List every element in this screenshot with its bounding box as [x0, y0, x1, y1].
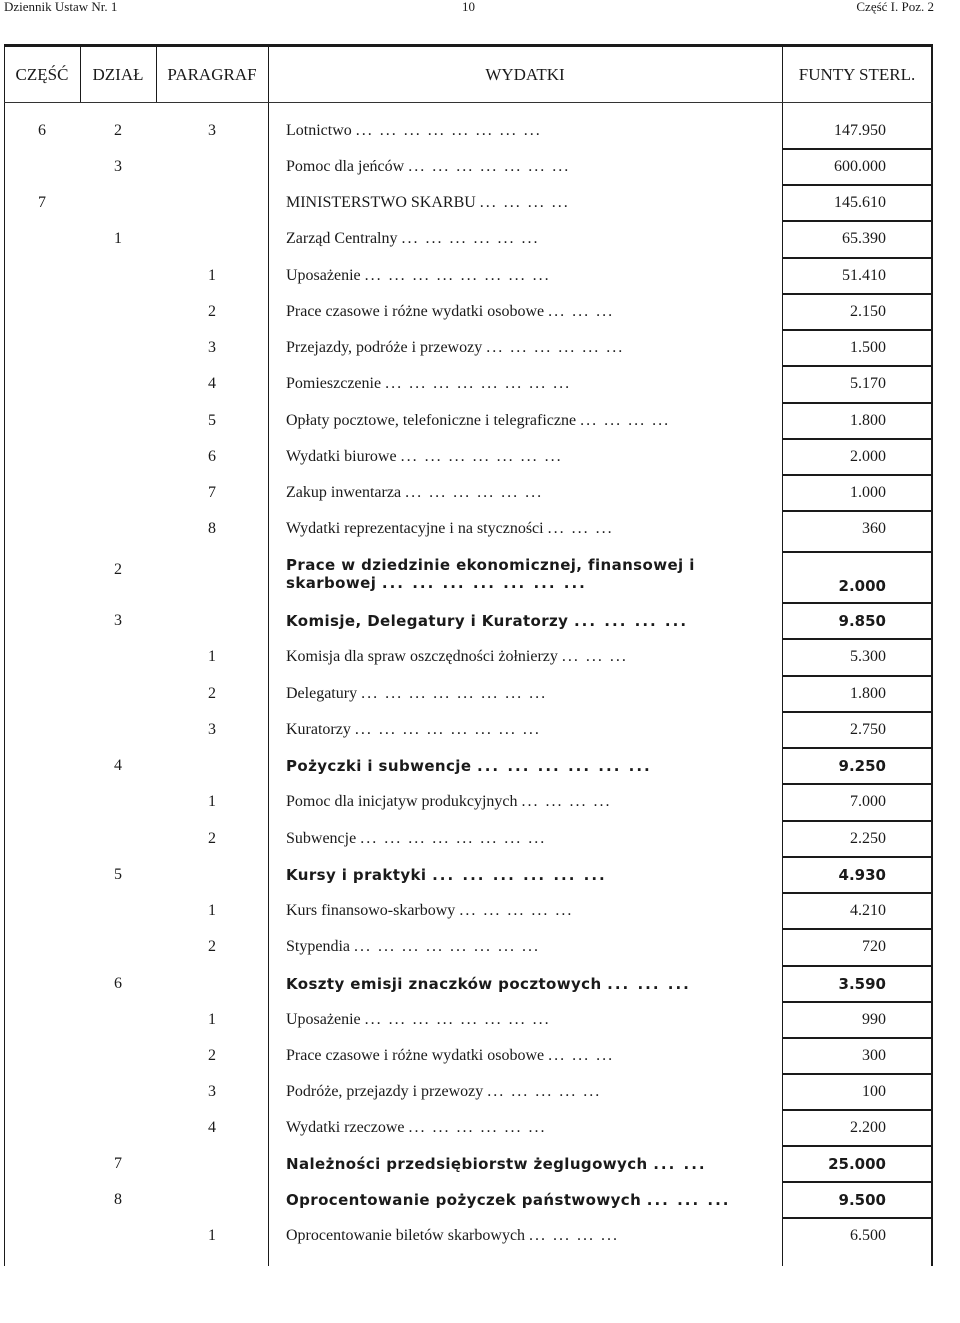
- cell-paragraf: 2: [208, 830, 216, 847]
- cell-amount: 2.000: [838, 577, 886, 595]
- item-name: Kurs finansowo-skarbowy: [286, 902, 456, 919]
- cell-dzial: 1: [114, 230, 122, 247]
- leader-dots: ... ... ... ... ... ... ... ...: [364, 1011, 551, 1028]
- amount-rule: [782, 365, 933, 367]
- amount-rule: [782, 856, 933, 858]
- cell-dzial: 2: [114, 561, 122, 578]
- cell-dzial: 8: [114, 1191, 122, 1208]
- leader-dots: ... ... ... ... ... ...: [477, 757, 652, 775]
- cell-paragraf: 2: [208, 938, 216, 955]
- leader-dots: ... ... ...: [547, 520, 614, 537]
- item-name: Należności przedsiębiorstw żeglugowych: [286, 1155, 648, 1173]
- cell-czesc: 7: [38, 194, 46, 211]
- item-name: Lotnictwo: [286, 122, 352, 139]
- cell-paragraf: 5: [208, 412, 216, 429]
- item-name: Koszty emisji znaczków pocztowych: [286, 975, 602, 993]
- cell-dzial: 4: [114, 757, 122, 774]
- amount-rule: [782, 257, 933, 259]
- item-name: Pożyczki i subwencje: [286, 757, 472, 775]
- cell-wydatki: [286, 193, 766, 213]
- cell-wydatki: [286, 865, 766, 885]
- section-position: Część I. Poz. 2: [856, 0, 934, 14]
- leader-dots: ... ... ... ... ... ... ...: [381, 574, 587, 592]
- item-name: Wydatki reprezentacyjne i na styczności: [286, 520, 544, 537]
- amount-rule: [782, 602, 933, 604]
- item-name: Komisja dla spraw oszczędności żołnierzy: [286, 648, 558, 665]
- leader-dots: ... ... ... ...: [521, 793, 612, 810]
- cell-amount: 9.250: [838, 757, 886, 775]
- column-header-paragraf: PARAGRAF: [167, 65, 257, 84]
- cell-paragraf: 8: [208, 520, 216, 537]
- table-right-border: [931, 44, 933, 1266]
- amount-rule: [782, 1001, 933, 1003]
- cell-amount: 147.950: [834, 122, 886, 139]
- cell-paragraf: 3: [208, 721, 216, 738]
- cell-wydatki: [286, 302, 766, 322]
- cell-wydatki: [286, 720, 766, 740]
- page-number: 10: [462, 0, 475, 14]
- cell-wydatki: [286, 611, 766, 631]
- item-name: Podróże, przejazdy i przewozy: [286, 1083, 484, 1100]
- amount-rule: [782, 1145, 933, 1147]
- amount-rule: [782, 438, 933, 440]
- leader-dots: ... ... ... ... ... ...: [401, 230, 540, 247]
- cell-wydatki: [286, 447, 766, 467]
- leader-dots: ... ... ...: [548, 1047, 615, 1064]
- cell-paragraf: 3: [208, 1083, 216, 1100]
- cell-wydatki: [286, 792, 766, 812]
- cell-amount: 51.410: [842, 267, 886, 284]
- leader-dots: ... ... ... ... ... ... ...: [408, 158, 571, 175]
- leader-dots: ... ... ... ... ... ...: [432, 866, 607, 884]
- item-name: Komisje, Delegatury i Kuratorzy: [286, 612, 569, 630]
- cell-wydatki: [286, 829, 766, 849]
- cell-wydatki: [286, 338, 766, 358]
- leader-dots: ... ... ...: [561, 648, 628, 665]
- amount-rule: [782, 675, 933, 677]
- amount-rule: [782, 892, 933, 894]
- leader-dots: ... ... ...: [646, 1191, 731, 1209]
- cell-amount: 65.390: [842, 230, 886, 247]
- amount-rule: [782, 148, 933, 150]
- item-name: Stypendia: [286, 938, 350, 955]
- cell-wydatki: [286, 756, 766, 776]
- cell-wydatki: [286, 901, 766, 921]
- cell-paragraf: 2: [208, 685, 216, 702]
- amount-rule: [782, 474, 933, 476]
- cell-amount: 6.500: [850, 1227, 886, 1244]
- amount-rule: [782, 820, 933, 822]
- cell-amount: 1.500: [850, 339, 886, 356]
- item-name: Kursy i praktyki: [286, 866, 427, 884]
- leader-dots: ... ... ... ... ... ... ... ...: [354, 721, 541, 738]
- column-header-czesc: CZĘŚĆ: [15, 65, 69, 84]
- amount-rule: [782, 510, 933, 512]
- cell-amount: 3.590: [838, 975, 886, 993]
- cell-wydatki: [286, 1154, 766, 1174]
- cell-wydatki: [286, 266, 766, 286]
- cell-amount: 4.210: [850, 902, 886, 919]
- cell-wydatki: [286, 483, 766, 503]
- cell-wydatki: [286, 411, 766, 431]
- cell-wydatki: [286, 374, 766, 394]
- leader-dots: ... ... ... ... ... ... ... ...: [364, 267, 551, 284]
- cell-paragraf: 1: [208, 793, 216, 810]
- item-name: Delegatury: [286, 685, 358, 702]
- cell-paragraf: 4: [208, 375, 216, 392]
- item-name: Uposażenie: [286, 1011, 361, 1028]
- cell-wydatki: [286, 647, 766, 667]
- amount-rule: [782, 711, 933, 713]
- cell-paragraf: 2: [208, 1047, 216, 1064]
- cell-paragraf: 4: [208, 1119, 216, 1136]
- cell-wydatki: [286, 556, 766, 592]
- cell-amount: 300: [862, 1047, 886, 1064]
- leader-dots: ... ... ... ... ... ...: [405, 484, 544, 501]
- cell-paragraf: 1: [208, 902, 216, 919]
- amount-rule: [782, 402, 933, 404]
- cell-czesc: 6: [38, 122, 46, 139]
- column-header-funty: FUNTY STERL.: [798, 65, 916, 84]
- cell-amount: 1.800: [850, 685, 886, 702]
- cell-amount: 9.850: [838, 612, 886, 630]
- cell-dzial: 6: [114, 975, 122, 992]
- leader-dots: ... ... ... ...: [573, 612, 689, 630]
- cell-amount: 720: [862, 938, 886, 955]
- item-name: Wydatki biurowe: [286, 448, 397, 465]
- cell-dzial: 5: [114, 866, 122, 883]
- cell-wydatki: [286, 1118, 766, 1138]
- cell-amount: 5.300: [850, 648, 886, 665]
- cell-paragraf: 3: [208, 339, 216, 356]
- cell-wydatki: [286, 1046, 766, 1066]
- cell-paragraf: 1: [208, 1011, 216, 1028]
- cell-amount: 145.610: [834, 194, 886, 211]
- cell-amount: 2.150: [850, 303, 886, 320]
- cell-dzial: 7: [114, 1155, 122, 1172]
- cell-amount: 1.000: [850, 484, 886, 501]
- cell-amount: 2.200: [850, 1119, 886, 1136]
- cell-wydatki: [286, 157, 766, 177]
- cell-amount: 4.930: [838, 866, 886, 884]
- cell-amount: 2.250: [850, 830, 886, 847]
- item-name: Przejazdy, podróże i przewozy: [286, 339, 483, 356]
- item-name: Prace w dziedzinie ekonomicznej, finansowej i skarbowej: [286, 556, 695, 592]
- amount-rule: [782, 1073, 933, 1075]
- item-name: Pomieszczenie: [286, 375, 382, 392]
- leader-dots: ... ... ... ... ...: [459, 902, 574, 919]
- leader-dots: ... ... ... ... ...: [487, 1083, 602, 1100]
- amount-rule: [782, 928, 933, 930]
- cell-paragraf: 6: [208, 448, 216, 465]
- amount-rule: [782, 1217, 933, 1219]
- column-divider: [268, 44, 269, 1266]
- item-name: Oprocentowanie pożyczek państwowych: [286, 1191, 642, 1209]
- amount-rule: [782, 1181, 933, 1183]
- cell-paragraf: 1: [208, 267, 216, 284]
- column-header-dzial: DZIAŁ: [92, 65, 144, 84]
- item-name: Kuratorzy: [286, 721, 351, 738]
- item-name: MINISTERSTWO SKARBU: [286, 194, 476, 211]
- cell-paragraf: 2: [208, 303, 216, 320]
- amount-rule: [782, 551, 933, 553]
- cell-dzial: 2: [114, 122, 122, 139]
- amount-rule: [782, 1037, 933, 1039]
- amount-rule: [782, 965, 933, 967]
- cell-wydatki: [286, 937, 766, 957]
- cell-amount: 1.800: [850, 412, 886, 429]
- item-name: Wydatki rzeczowe: [286, 1119, 405, 1136]
- item-name: Opłaty pocztowe, telefoniczne i telegraficzne: [286, 412, 577, 429]
- cell-wydatki: [286, 1190, 766, 1210]
- item-name: Oprocentowanie biletów skarbowych: [286, 1227, 526, 1244]
- cell-paragraf: 1: [208, 648, 216, 665]
- leader-dots: ... ... ... ... ... ... ... ...: [355, 122, 542, 139]
- amount-rule: [782, 293, 933, 295]
- amount-rule: [782, 184, 933, 186]
- leader-dots: ... ... ...: [548, 303, 615, 320]
- cell-amount: 990: [862, 1011, 886, 1028]
- cell-wydatki: [286, 121, 766, 141]
- cell-amount: 2.000: [850, 448, 886, 465]
- cell-amount: 600.000: [834, 158, 886, 175]
- cell-amount: 9.500: [838, 1191, 886, 1209]
- leader-dots: ... ... ... ... ... ... ... ...: [361, 685, 548, 702]
- amount-rule: [782, 220, 933, 222]
- cell-wydatki: [286, 519, 766, 539]
- leader-dots: ... ... ... ... ... ... ...: [400, 448, 563, 465]
- cell-dzial: 3: [114, 158, 122, 175]
- cell-amount: 2.750: [850, 721, 886, 738]
- cell-wydatki: [286, 684, 766, 704]
- leader-dots: ... ... ... ... ... ... ... ...: [385, 375, 572, 392]
- table-left-border: [4, 44, 5, 1266]
- cell-wydatki: [286, 1082, 766, 1102]
- item-name: Pomoc dla jeńców: [286, 158, 405, 175]
- cell-dzial: 3: [114, 612, 122, 629]
- item-name: Zarząd Centralny: [286, 230, 398, 247]
- item-name: Prace czasowe i różne wydatki osobowe: [286, 303, 545, 320]
- cell-wydatki: [286, 1010, 766, 1030]
- cell-wydatki: [286, 1226, 766, 1246]
- leader-dots: ... ... ... ...: [580, 412, 671, 429]
- cell-amount: 7.000: [850, 793, 886, 810]
- page-header: [0, 0, 960, 14]
- cell-wydatki: [286, 974, 766, 994]
- amount-rule: [782, 747, 933, 749]
- leader-dots: ... ... ... ...: [529, 1227, 620, 1244]
- cell-amount: 25.000: [828, 1155, 886, 1173]
- leader-dots: ... ... ... ... ... ...: [486, 339, 625, 356]
- leader-dots: ... ... ... ... ... ...: [408, 1119, 547, 1136]
- item-name: Pomoc dla inicjatyw produkcyjnych: [286, 793, 518, 810]
- cell-paragraf: 7: [208, 484, 216, 501]
- item-name: Uposażenie: [286, 267, 361, 284]
- amount-rule: [782, 1109, 933, 1111]
- leader-dots: ... ... ... ... ... ... ... ...: [360, 830, 547, 847]
- cell-amount: 100: [862, 1083, 886, 1100]
- amount-rule: [782, 638, 933, 640]
- journal-title: Dziennik Ustaw Nr. 1: [4, 0, 118, 14]
- item-name: Subwencje: [286, 830, 357, 847]
- cell-amount: 5.170: [850, 375, 886, 392]
- leader-dots: ... ... ...: [607, 975, 691, 993]
- cell-paragraf: 3: [208, 122, 216, 139]
- item-name: Zakup inwentarza: [286, 484, 402, 501]
- header-rule: [4, 102, 933, 103]
- leader-dots: ... ... ... ... ... ... ... ...: [354, 938, 540, 955]
- amount-rule: [782, 329, 933, 331]
- cell-amount: 360: [862, 520, 886, 537]
- amount-rule: [782, 783, 933, 785]
- cell-paragraf: 1: [208, 1227, 216, 1244]
- cell-wydatki: [286, 229, 766, 249]
- item-name: Prace czasowe i różne wydatki osobowe: [286, 1047, 545, 1064]
- leader-dots: ... ...: [653, 1155, 707, 1173]
- leader-dots: ... ... ... ...: [479, 194, 570, 211]
- column-header-wydatki: WYDATKI: [485, 65, 565, 84]
